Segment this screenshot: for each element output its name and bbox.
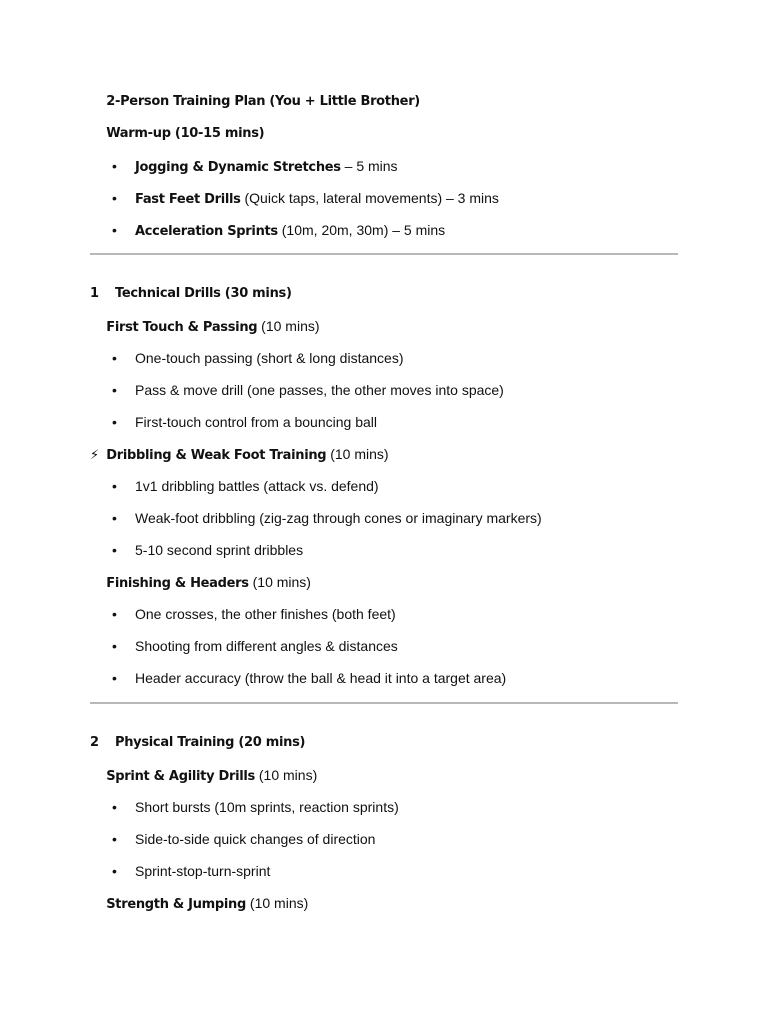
bullet-icon: • <box>112 158 117 174</box>
physical-heading <box>90 733 678 753</box>
item-text: (10m, 20m, 30m) – 5 mins <box>277 222 446 238</box>
bullet-icon: • <box>112 382 117 398</box>
subsection-title: Dribbling & Weak Foot Training <box>106 448 327 463</box>
bullet-icon: • <box>112 863 117 879</box>
section-number: 1 <box>90 286 99 301</box>
subsection-duration: (10 mins) <box>246 895 309 911</box>
item-bold-text: Jogging & Dynamic Stretches <box>135 160 341 175</box>
list-item: 1v1 dribbling battles (attack vs. defend) <box>135 478 379 494</box>
plan-title <box>90 92 678 112</box>
section-number: 2 <box>90 735 99 750</box>
subsection-title: Finishing & Headers <box>106 576 249 591</box>
lightning-icon: ⚡ <box>90 448 99 463</box>
bullet-icon: • <box>112 542 117 558</box>
section-divider <box>90 702 678 704</box>
bullet-icon: • <box>112 606 117 622</box>
subsection-title: First Touch & Passing <box>106 320 258 335</box>
warmup-heading-text: Warm-up (10-15 mins) <box>106 126 265 141</box>
bullet-icon: • <box>112 414 117 430</box>
item-bold-text: Acceleration Sprints <box>135 224 278 239</box>
finishing-heading <box>90 572 678 592</box>
item-text: – 5 mins <box>340 158 398 174</box>
list-item <box>135 188 728 208</box>
item-bold-text: Fast Feet Drills <box>135 192 241 207</box>
bullet-icon: • <box>112 799 117 815</box>
item-text: (Quick taps, lateral movements) – 3 mins <box>240 190 499 206</box>
list-item: Shooting from different angles & distances <box>135 638 398 654</box>
list-item: Side-to-side quick changes of direction <box>135 831 376 847</box>
bullet-icon: • <box>112 478 117 494</box>
subsection-duration: (10 mins) <box>326 446 389 462</box>
bullet-icon: • <box>112 670 117 686</box>
plan-title-text: 2-Person Training Plan (You + Little Brother) <box>106 94 420 109</box>
bullet-icon: • <box>112 222 117 238</box>
list-item: 5-10 second sprint dribbles <box>135 542 304 558</box>
bullet-icon: • <box>112 831 117 847</box>
list-item: One crosses, the other finishes (both feet) <box>135 606 396 622</box>
list-item: Sprint-stop-turn-sprint <box>135 863 271 879</box>
list-item <box>135 156 728 176</box>
first-touch-heading <box>90 316 678 336</box>
list-item: Pass & move drill (one passes, the other moves into space) <box>135 382 504 398</box>
section-divider <box>90 253 678 255</box>
dribbling-heading <box>90 444 678 464</box>
physical-heading-text: Physical Training (20 mins) <box>114 735 306 750</box>
subsection-title: Sprint & Agility Drills <box>106 769 255 784</box>
subsection-duration: (10 mins) <box>248 574 311 590</box>
warmup-heading <box>90 124 678 144</box>
list-item: Short bursts (10m sprints, reaction sprints) <box>135 799 399 815</box>
subsection-duration: (10 mins) <box>255 767 318 783</box>
subsection-duration: (10 mins) <box>257 318 320 334</box>
bullet-icon: • <box>112 190 117 206</box>
list-item: Weak-foot dribbling (zig-zag through cones or imaginary markers) <box>135 510 542 526</box>
technical-heading-text: Technical Drills (30 mins) <box>114 286 292 301</box>
list-item: First-touch control from a bouncing ball <box>135 414 377 430</box>
bullet-icon: • <box>112 350 117 366</box>
subsection-title: Strength & Jumping <box>106 897 247 912</box>
list-item <box>135 220 728 240</box>
list-item: One-touch passing (short & long distances) <box>135 350 404 366</box>
bullet-icon: • <box>112 638 117 654</box>
sprint-heading <box>90 765 678 785</box>
list-item: Header accuracy (throw the ball & head it into a target area) <box>135 670 507 686</box>
bullet-icon: • <box>112 510 117 526</box>
strength-heading <box>90 893 678 913</box>
technical-heading <box>90 284 678 304</box>
